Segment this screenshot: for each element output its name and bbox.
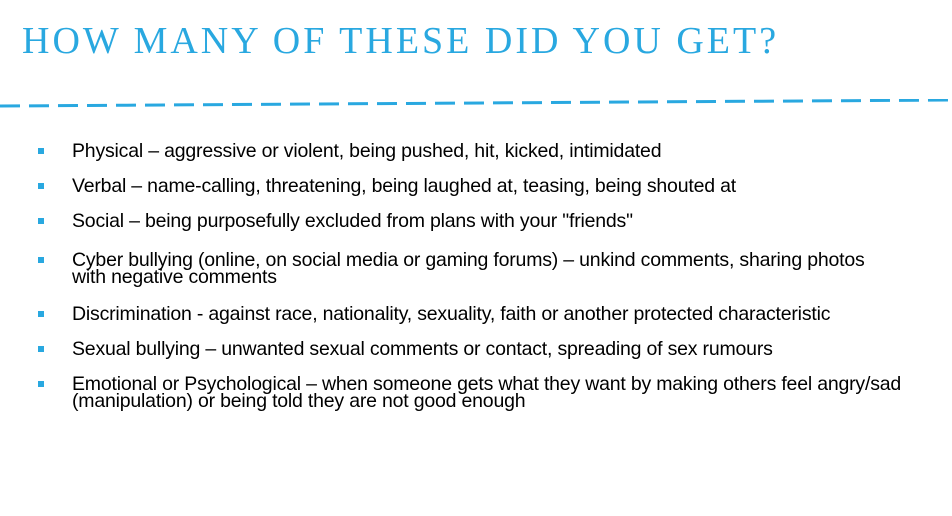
list-item-text: Sexual bullying – unwanted sexual comments or contact, spreading of sex rumours (72, 338, 773, 360)
square-bullet-icon (38, 381, 44, 387)
list-item-text: Discrimination - against race, nationality, sexuality, faith or another protected characteristic (72, 303, 831, 325)
list-item (38, 303, 943, 325)
list-item-text: Emotional or Psychological – when someone gets what they want by making others feel angry/sad (manipulation) or being told they are not good enough (72, 373, 902, 412)
list-item-text: Verbal – name-calling, threatening, being laughed at, teasing, being shouted at (72, 175, 736, 197)
list-item (38, 338, 943, 360)
list-item-text: Physical – aggressive or violent, being pushed, hit, kicked, intimidated (72, 140, 662, 162)
square-bullet-icon (38, 183, 44, 189)
list-item (38, 210, 943, 232)
square-bullet-icon (38, 257, 44, 263)
square-bullet-icon (38, 346, 44, 352)
list-item-text: Social – being purposefully excluded from plans with your "friends" (72, 210, 633, 232)
list-item (38, 140, 943, 162)
list-item (38, 249, 943, 288)
dashed-divider (0, 99, 952, 109)
square-bullet-icon (38, 311, 44, 317)
bullet-list (38, 140, 943, 428)
square-bullet-icon (38, 218, 44, 224)
list-item-text: Cyber bullying (online, on social media or gaming forums) – unkind comments, sharing photos with negative comments (72, 249, 865, 288)
square-bullet-icon (38, 148, 44, 154)
list-item (38, 373, 943, 412)
slide-title: HOW MANY OF THESE DID YOU GET? (22, 20, 780, 62)
list-item (38, 175, 943, 197)
